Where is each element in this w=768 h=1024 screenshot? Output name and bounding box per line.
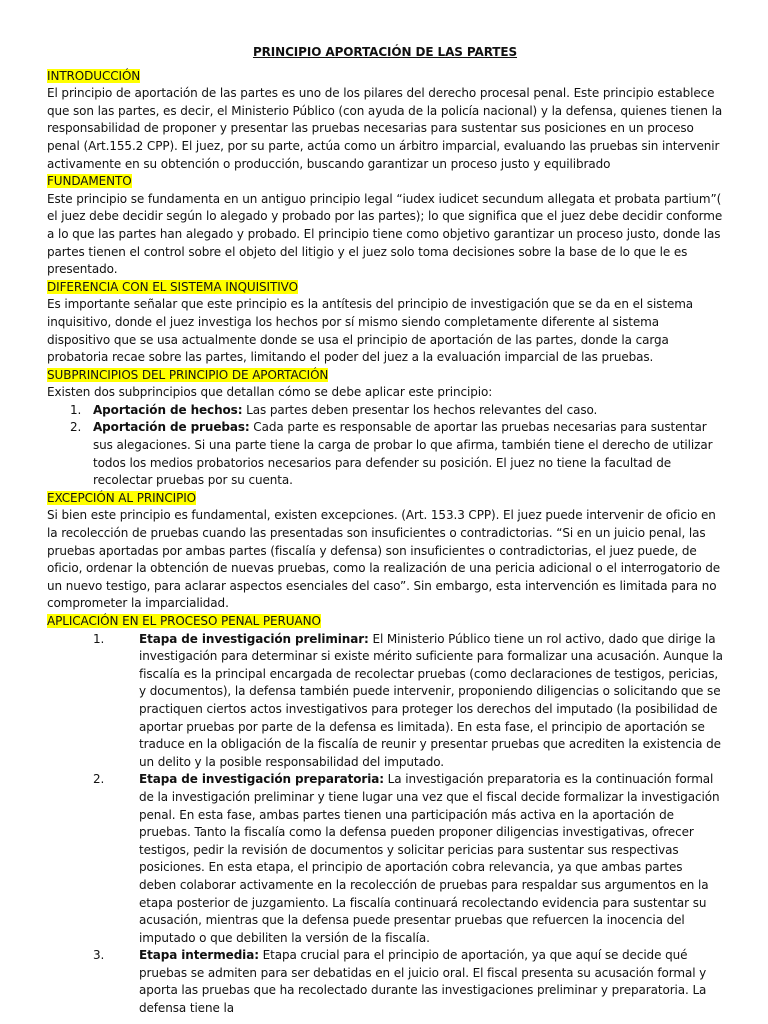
heading-text: INTRODUCCIÓN: [47, 68, 141, 83]
section-heading-introduccion: [47, 68, 723, 86]
list-item-text: La investigación preparatoria es la continuación formal de la investigación preliminar y tiene lugar una vez que el fiscal decide formalizar la investigación penal. En esta fase, ambas partes tienen una participación más activa en la aportación de pruebas. Tanto la fiscalía como la defensa pueden proponer diligencias investigativas, ofrecer testigos, pedir la revisión de documentos y solicitar pericias para sustentar sus respectivas posiciones. En esta etapa, el principio de aportación cobra relevancia, ya que ambas partes deben colaborar activamente en la recolección de pruebas para respaldar sus argumentos en la etapa posterior de juzgamiento. La fiscalía continuará recolectando evidencia para sustentar su acusación, mientras que la defensa puede presentar pruebas que refuercen la inocencia del imputado o que debiliten la versión de la fiscalía.: [139, 772, 720, 945]
list-item-number: 1.: [70, 402, 82, 417]
list-item-label: Aportación de hechos:: [93, 402, 243, 417]
document-title: PRINCIPIO APORTACIÓN DE LAS PARTES: [252, 45, 518, 59]
document-body: [47, 44, 723, 1018]
section-body-excepcion: Si bien este principio es fundamental, existen excepciones. (Art. 153.3 CPP). El juez puede intervenir de oficio en la recolección de pruebas cuando las presentadas son insuficientes o contradictorias. “Si en un juicio penal, las pruebas aportadas por ambas partes (fiscalía y defensa) son insuficientes o contradictorias, el juez puede, de oficio, ordenar la obtención de nuevas pruebas, como la realización de una pericia adicional o el interrogatorio de un nuevo testigo, para aclarar aspectos esenciales del caso”. Sin embargo, esta intervención es limitada para no comprometer la imparcialidad.: [47, 508, 721, 611]
list-item-label: Etapa intermedia:: [139, 948, 259, 963]
heading-text: DIFERENCIA CON EL SISTEMA INQUISITIVO: [47, 279, 298, 294]
section-intro-subprincipios: Existen dos subprincipios que detallan cómo se debe aplicar este principio:: [47, 385, 493, 400]
section-body-introduccion: El principio de aportación de las partes es uno de los pilares del derecho procesal penal. Este principio establece que son las partes, es decir, el Ministerio Público (con ayuda de la policía nacional) y la defensa, quienes tienen la responsabilidad de proponer y presentar las pruebas necesarias para sustentar sus posiciones en un proceso penal (Art.155.2 CPP). El juez, por su parte, actúa como un árbitro imparcial, evaluando las pruebas sin intervenir activamente en su obtención o producción, buscando garantizar un proceso justo y equilibrado: [47, 86, 723, 171]
list-item-text: Cada parte es responsable de aportar las pruebas necesarias para sustentar sus alegaciones. Si una parte tiene la carga de probar lo que afirma, también tiene el derecho de utilizar todos los medios probatorios necesarios para defender su posición. El juez no tiene la facultad de recolectar pruebas por su cuenta.: [93, 420, 713, 488]
section-heading-fundamento: [47, 173, 723, 191]
list-item-number: 1.: [93, 631, 105, 646]
list-item-label: Etapa de investigación preliminar:: [139, 631, 369, 646]
section-heading-aplicacion: [47, 613, 723, 631]
section-heading-excepcion: [47, 490, 723, 508]
list-item: [47, 402, 723, 420]
section-heading-diferencia: [47, 279, 723, 297]
list-item: [47, 947, 723, 1017]
list-item-number: 2.: [70, 420, 82, 435]
list-item: [47, 771, 723, 947]
list-item: [47, 419, 723, 489]
list-item-text: Las partes deben presentar los hechos relevantes del caso.: [242, 402, 598, 417]
section-body-diferencia: Es importante señalar que este principio es la antítesis del principio de investigación que se da en el sistema inquisitivo, donde el juez investiga los hechos por sí mismo siendo completamente diferente al sistema dispositivo que se usa actualmente donde se usa el principio de aportación de las partes, donde la carga probatoria recae sobre las partes, limitando el poder del juez a la evaluación imparcial de las pruebas.: [47, 297, 694, 365]
aplicacion-list: [47, 631, 723, 1018]
list-item-label: Etapa de investigación preparatoria:: [139, 772, 384, 787]
list-item-text: El Ministerio Público tiene un rol activo, dado que dirige la investigación para determinar si existe mérito suficiente para formalizar una acusación. Aunque la fiscalía es la principal encargada de recolectar pruebas (como declaraciones de testigos, pericias, y documentos), la defensa también puede intervenir, proponiendo diligencias o solicitando que se practiquen ciertos actos investigativos para proteger los derechos del imputado (la posibilidad de aportar pruebas por parte de la defensa es limitada). En esta fase, el principio de aportación se traduce en la obligación de la fiscalía de reunir y presentar pruebas que acrediten la existencia de un delito y la posible responsabilidad del imputado.: [139, 631, 723, 769]
list-item-label: Aportación de pruebas:: [93, 420, 250, 435]
subprincipios-list: [47, 402, 723, 490]
list-item-text: Etapa crucial para el principio de aportación, ya que aquí se decide qué pruebas se admiten para ser debatidas en el juicio oral. El fiscal presenta su acusación formal y aporta las pruebas que ha recolectado durante las investigaciones preliminar y preparatoria. La defensa tiene la: [139, 948, 707, 1016]
list-item-number: 2.: [93, 772, 105, 787]
heading-text: FUNDAMENTO: [47, 174, 132, 189]
heading-text: APLICACIÓN EN EL PROCESO PENAL PERUANO: [47, 614, 321, 628]
list-item: [47, 631, 723, 772]
section-heading-subprincipios: [47, 367, 723, 385]
list-item-number: 3.: [93, 948, 105, 963]
heading-text: EXCEPCIÓN AL PRINCIPIO: [47, 490, 197, 505]
section-body-fundamento: Este principio se fundamenta en un antiguo principio legal “iudex iudicet secundum allegata et probata partium”( el juez debe decidir según lo alegado y probado por las partes); lo que significa que el juez debe decidir conforme a lo que las partes han alegado y probado. El principio tiene como objetivo garantizar un proceso justo, donde las partes tienen el control sobre el objeto del litigio y el juez solo toma decisiones sobre la base de lo que le es presentado.: [47, 191, 723, 277]
heading-text: SUBPRINCIPIOS DEL PRINCIPIO DE APORTACIÓN: [47, 367, 329, 382]
